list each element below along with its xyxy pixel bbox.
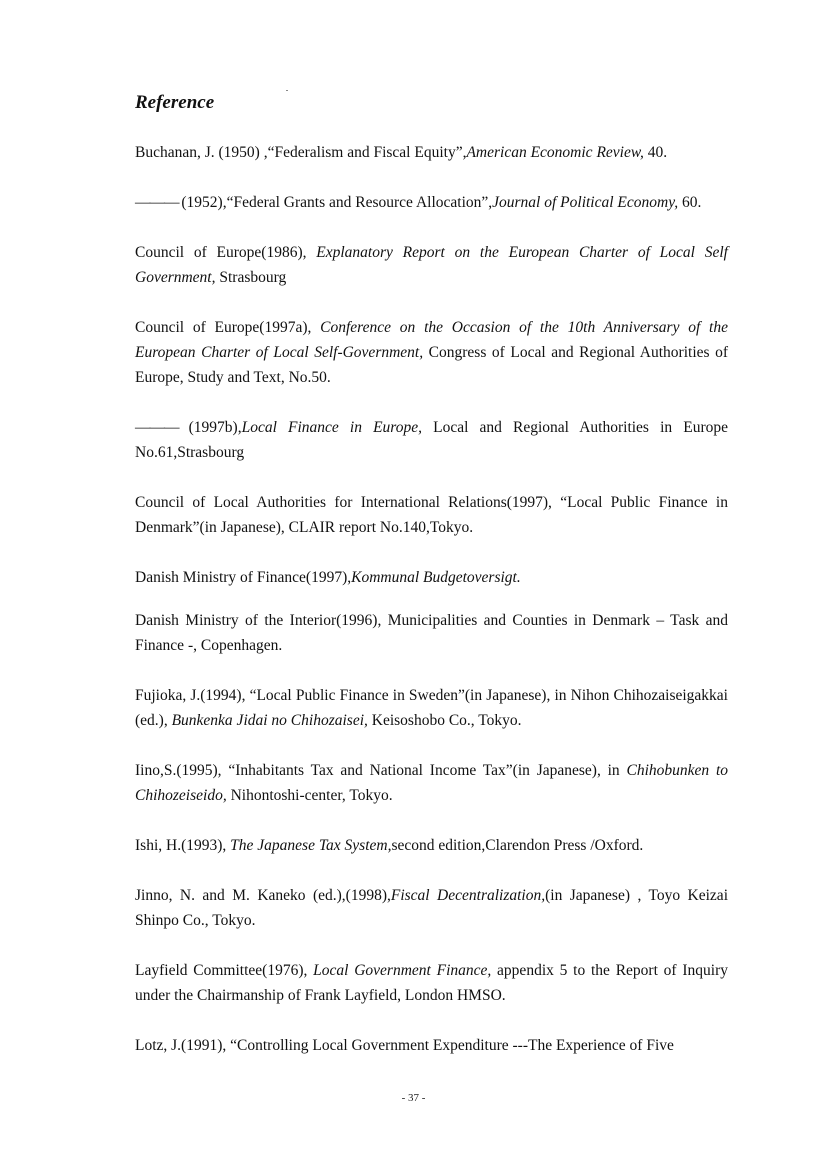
reference-text: ——— [135, 194, 182, 211]
reference-text: Strasbourg [215, 269, 287, 286]
reference-text: Council of Europe(1997a), [135, 319, 321, 336]
reference-text: Ishi, H.(1993), [135, 837, 231, 854]
reference-text: 60. [678, 194, 702, 211]
reference-text: Keisoshobo Co., Tokyo. [367, 712, 522, 729]
reference-entry [135, 240, 728, 290]
reference-title: Journal of Political Economy, [492, 194, 679, 211]
reference-entry [135, 683, 728, 733]
reference-title: Kommunal Budgetoversigt. [351, 569, 521, 586]
reference-text: (1997b), [188, 419, 242, 436]
reference-text: Jinno, N. and M. Kaneko (ed.),(1998), [135, 887, 391, 904]
reference-text: appendix 5 to the Report of Inquiry under the Chairmanship of Frank Layfield, London HMSO. [135, 962, 728, 1004]
reference-text: Danish Ministry of Finance(1997), [135, 569, 352, 586]
reference-entry [135, 140, 728, 165]
reference-entry [135, 490, 728, 540]
reference-title: Explanatory Report on the European Charter of Local Self Government, [135, 244, 728, 286]
reference-text: Council of Europe(1986), [135, 244, 317, 261]
reference-entry [135, 565, 728, 590]
reference-list [135, 140, 728, 1083]
reference-text: Congress of Local and Regional Authorities of Europe, Study and Text, No.50. [135, 344, 728, 386]
reference-text: Iino,S.(1995), “Inhabitants Tax and National Income Tax”(in Japanese), in [135, 762, 627, 779]
reference-entry [135, 608, 728, 658]
reference-entry [135, 1033, 728, 1058]
reference-text: Lotz, J.(1991), “Controlling Local Government Expenditure ---The Experience of Five [135, 1037, 674, 1054]
reference-title: The Japanese Tax System, [230, 837, 392, 854]
reference-text: Buchanan, J. (1950) ,“Federalism and Fiscal Equity”, [135, 144, 467, 161]
reference-text: second edition,Clarendon Press /Oxford. [391, 837, 644, 854]
reference-title: Local Government Finance, [313, 962, 492, 979]
reference-title: Conference on the Occasion of the 10th Anniversary of the European Charter of Local Self-Government, [135, 319, 728, 361]
reference-entry [135, 758, 728, 808]
reference-entry [135, 833, 728, 858]
reference-text: Fujioka, J.(1994), “Local Public Finance in Sweden”(in Japanese), in Nihon Chihozaiseigakkai (ed.), [135, 687, 728, 729]
reference-entry [135, 883, 728, 933]
reference-title: Local Finance in Europe, [241, 419, 422, 436]
reference-title: Fiscal Decentralization, [390, 887, 546, 904]
reference-heading: Reference [135, 92, 215, 113]
reference-entry [135, 958, 728, 1008]
reference-text: Layfield Committee(1976), [135, 962, 314, 979]
reference-title: Chihobunken to Chihozeiseido, [135, 762, 728, 804]
reference-text: 40. [643, 144, 668, 161]
reference-text: (in Japanese) , Toyo Keizai Shinpo Co., Tokyo. [135, 887, 728, 929]
reference-entry [135, 415, 728, 465]
scan-speck [286, 90, 288, 91]
reference-entry [135, 190, 728, 215]
reference-title: Bunkenka Jidai no Chihozaisei, [171, 712, 368, 729]
reference-entry [135, 315, 728, 390]
reference-title: American Economic Review, [466, 144, 644, 161]
reference-text: Local and Regional Authorities in Europe No.61,Strasbourg [135, 419, 729, 461]
reference-text: Nihontoshi-center, Tokyo. [226, 787, 393, 804]
reference-text: Council of Local Authorities for International Relations(1997), “Local Public Finance in Denmark”(in Japanese), CLAIR report No.140,Tokyo. [135, 494, 728, 536]
reference-text: (1952),“Federal Grants and Resource Allocation”, [181, 194, 493, 211]
reference-text: Danish Ministry of the Interior(1996), Municipalities and Counties in Denmark – Task and Finance -, Copenhagen. [135, 612, 728, 654]
reference-text: ——— [135, 419, 189, 436]
page-number: - 37 - [401, 1092, 426, 1104]
